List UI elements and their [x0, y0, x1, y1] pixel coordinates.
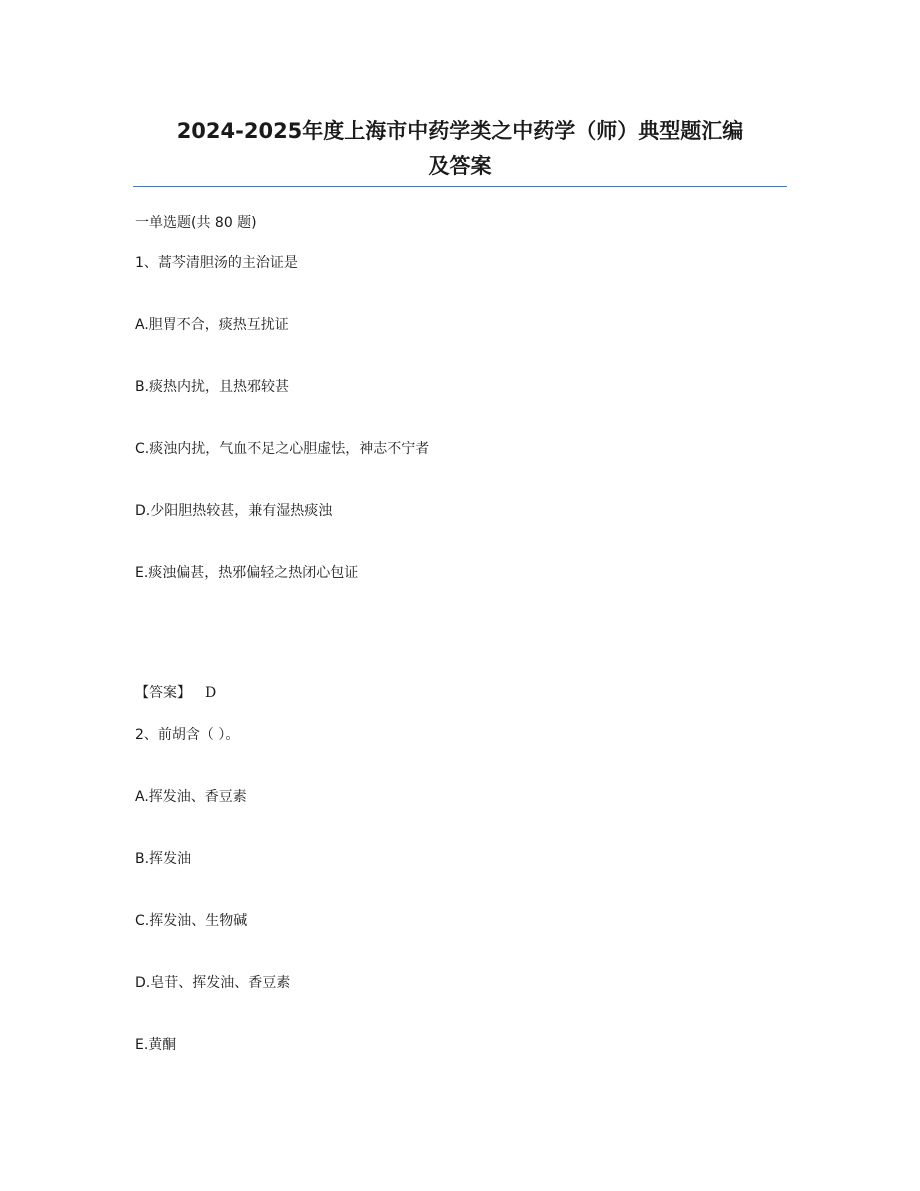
option-b: B.挥发油 [135, 851, 192, 867]
option-a: A.挥发油、香豆素 [135, 789, 247, 805]
question-stem: 2、前胡含（ ）。 [135, 727, 240, 743]
option-e: E.痰浊偏甚，热邪偏轻之热闭心包证 [135, 565, 359, 581]
option-b: B.痰热内扰，且热邪较甚 [135, 379, 290, 395]
title-divider [133, 186, 787, 187]
option-c: C.痰浊内扰，气血不足之心胆虚怯，神志不宁者 [135, 441, 430, 457]
answer-line [135, 683, 216, 703]
answer-value: D [205, 685, 217, 701]
option-c: C.挥发油、生物碱 [135, 913, 248, 929]
question-stem: 1、蒿芩清胆汤的主治证是 [135, 255, 298, 271]
option-d: D.皂苷、挥发油、香豆素 [135, 975, 291, 991]
document-title-continued: 及答案 [428, 154, 492, 178]
option-e: E.黄酮 [135, 1037, 177, 1053]
answer-label: 【答案】 [135, 685, 191, 701]
document-title: 2024-2025年度上海市中药学类之中药学（师）典型题汇编 [176, 119, 744, 143]
option-d: D.少阳胆热较甚，兼有湿热痰浊 [135, 503, 333, 519]
option-a: A.胆胃不合，痰热互扰证 [135, 317, 289, 333]
section-label: 一单选题(共 80 题) [135, 215, 257, 231]
